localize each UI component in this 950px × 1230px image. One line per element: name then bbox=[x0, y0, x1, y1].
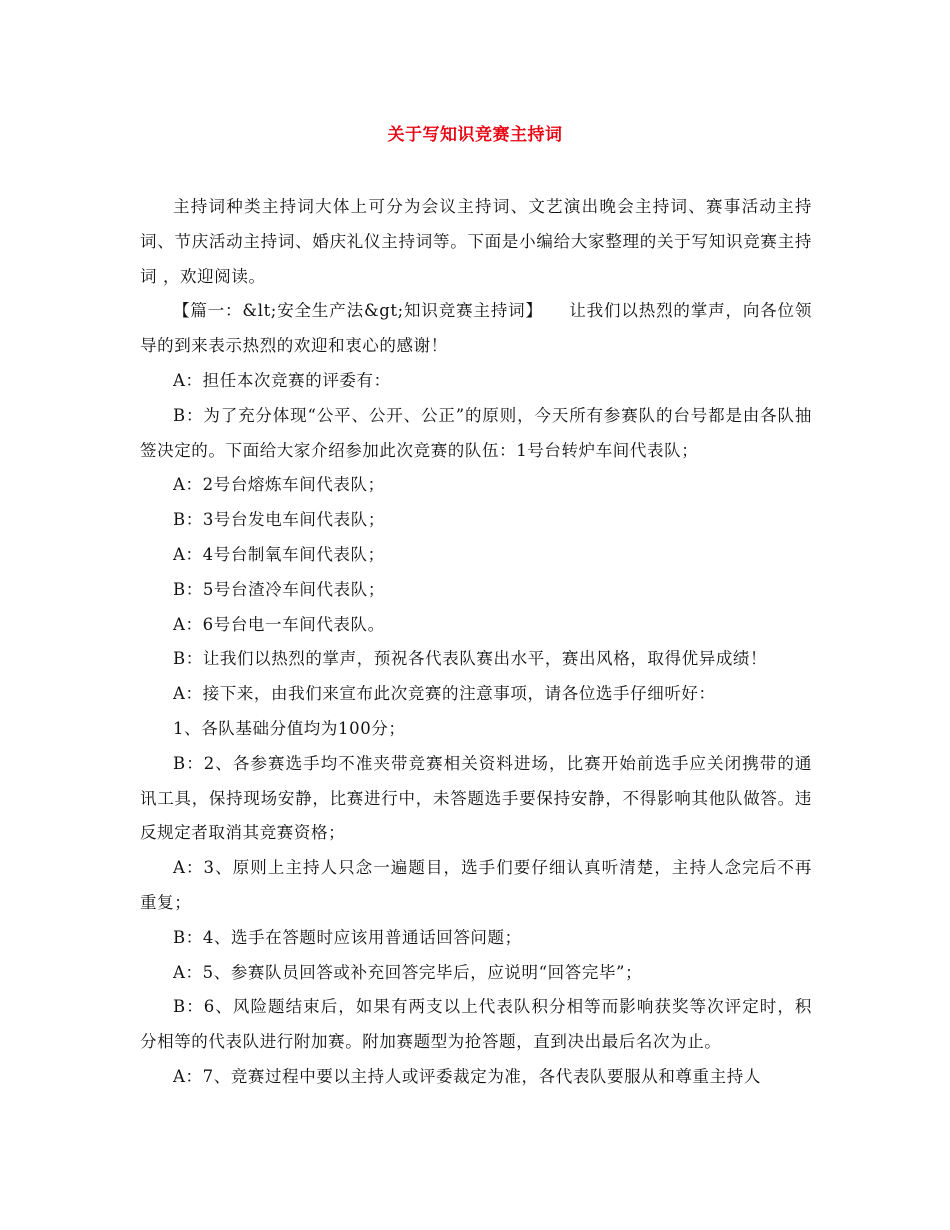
paragraph: A：4号台制氧车间代表队； bbox=[173, 544, 385, 564]
paragraph: B：3号台发电车间代表队； bbox=[173, 510, 385, 530]
paragraph: B：让我们以热烈的掌声，预祝各代表队赛出水平，赛出风格，取得优异成绩！ bbox=[173, 649, 768, 669]
paragraph: A：3、原则上主持人只念一遍题目，选手们要仔细认真听清楚，主持人念完后不再重复； bbox=[140, 858, 812, 912]
document-title: 关于写知识竞赛主持词 bbox=[387, 125, 563, 145]
paragraph: 1、各队基础分值均为100分； bbox=[173, 718, 406, 738]
paragraph: A：担任本次竞赛的评委有： bbox=[173, 370, 391, 390]
paragraph: A：5、参赛队员回答或补充回答完毕后，应说明“回答完毕”； bbox=[173, 962, 643, 982]
paragraph: 【篇一：&lt;安全生产法&gt;知识竞赛主持词】 让我们以热烈的掌声，向各位领导的到来表示热烈的欢迎和衷心的感谢！ bbox=[140, 301, 812, 356]
paragraph: A：2号台熔炼车间代表队； bbox=[173, 475, 385, 495]
paragraph: B：4、选手在答题时应该用普通话回答问题； bbox=[173, 927, 522, 947]
paragraph: B：2、各参赛选手均不准夹带竞赛相关资料进场，比赛开始前选手应关闭携带的通讯工具，保持现场安静，比赛进行中，未答题选手要保持安静，不得影响其他队做答。违反规定者取消其竞赛资格； bbox=[140, 753, 812, 843]
paragraph: 主持词种类主持词大体上可分为会议主持词、文艺演出晚会主持词、赛事活动主持词、节庆活动主持词、婚庆礼仪主持词等。下面是小编给大家整理的关于写知识竞赛主持词 ，欢迎阅读。 bbox=[140, 197, 812, 286]
document-body bbox=[140, 190, 812, 1095]
paragraph: B：为了充分体现“公平、公开、公正”的原则，今天所有参赛队的台号都是由各队抽签决定的。下面给大家介绍参加此次竞赛的队伍：1号台转炉车间代表队； bbox=[140, 405, 812, 460]
paragraph: A：接下来，由我们来宣布此次竞赛的注意事项，请各位选手仔细听好： bbox=[173, 684, 716, 704]
paragraph: B：6、风险题结束后，如果有两支以上代表队积分相等而影响获奖等次评定时，积分相等的代表队进行附加赛。附加赛题型为抢答题，直到决出最后名次为止。 bbox=[140, 997, 812, 1052]
paragraph: B：5号台渣冷车间代表队； bbox=[173, 579, 385, 599]
paragraph: A：6号台电一车间代表队。 bbox=[173, 614, 385, 634]
paragraph: A：7、竞赛过程中要以主持人或评委裁定为准，各代表队要服从和尊重主持人 bbox=[173, 1066, 761, 1086]
